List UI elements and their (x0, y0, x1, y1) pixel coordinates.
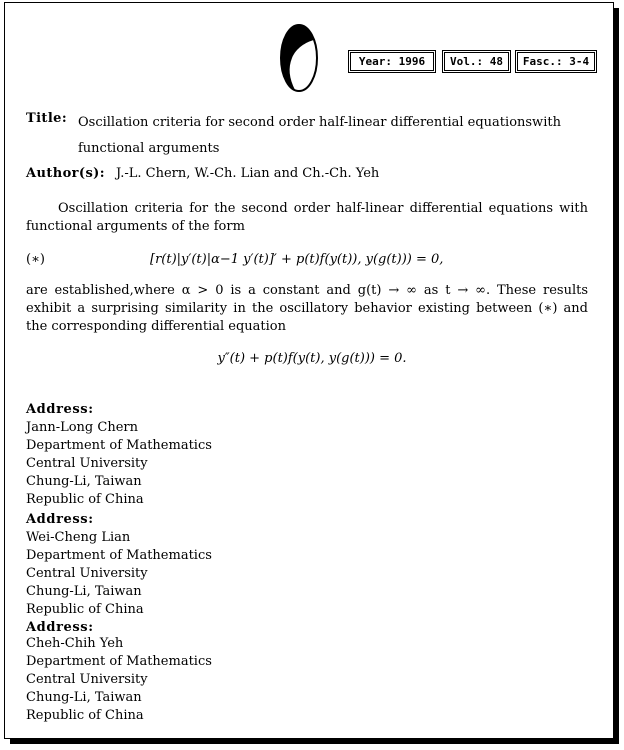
fascicle-badge: Fasc.: 3-4 (517, 52, 595, 71)
address-department: Department of Mathematics (26, 654, 212, 669)
address-university: Central University (26, 672, 148, 687)
journal-logo-icon (278, 22, 320, 94)
address-label: Address: (26, 620, 94, 635)
address-department: Department of Mathematics (26, 438, 212, 453)
address-city: Chung-Li, Taiwan (26, 474, 142, 489)
address-department: Department of Mathematics (26, 548, 212, 563)
equation-label: (∗) (26, 252, 45, 267)
equation-main: [r(t)|y′(t)|α−1 y′(t)]′ + p(t)f(y(t)), y(g(t))) = 0, (150, 252, 444, 267)
year-badge: Year: 1996 (350, 52, 434, 71)
equation-second: y″(t) + p(t)f(y(t), y(g(t))) = 0. (217, 351, 407, 366)
address-block-2 (26, 511, 212, 619)
address-name: Wei-Cheng Lian (26, 530, 131, 545)
address-university: Central University (26, 566, 148, 581)
address-city: Chung-Li, Taiwan (26, 690, 142, 705)
address-city: Chung-Li, Taiwan (26, 584, 142, 599)
paper-title: Oscillation criteria for second order half-linear differential equationswith functional arguments (78, 115, 561, 156)
abstract-intro: Oscillation criteria for the second order half-linear differential equations with functional arguments of the form (26, 201, 588, 234)
address-country: Republic of China (26, 602, 144, 617)
address-country: Republic of China (26, 708, 144, 723)
address-name: Jann-Long Chern (26, 420, 138, 435)
address-block-3 (26, 621, 212, 725)
address-university: Central University (26, 456, 148, 471)
abstract-continuation: are established,where α > 0 is a constant and g(t) → ∞ as t → ∞. These results exhibit a surprising similarity in the oscillatory behavior existing between (∗) and the corresponding differential equation (26, 283, 588, 334)
address-country: Republic of China (26, 492, 144, 507)
address-label: Address: (26, 512, 94, 527)
paper-authors: J.-L. Chern, W.-Ch. Lian and Ch.-Ch. Yeh (116, 166, 380, 181)
title-label: Title: (26, 111, 68, 126)
address-name: Cheh-Chih Yeh (26, 636, 124, 651)
address-label: Address: (26, 402, 94, 417)
volume-badge: Vol.: 48 (444, 52, 509, 71)
authors-label: Author(s): (26, 166, 105, 181)
address-block-1 (26, 401, 212, 509)
